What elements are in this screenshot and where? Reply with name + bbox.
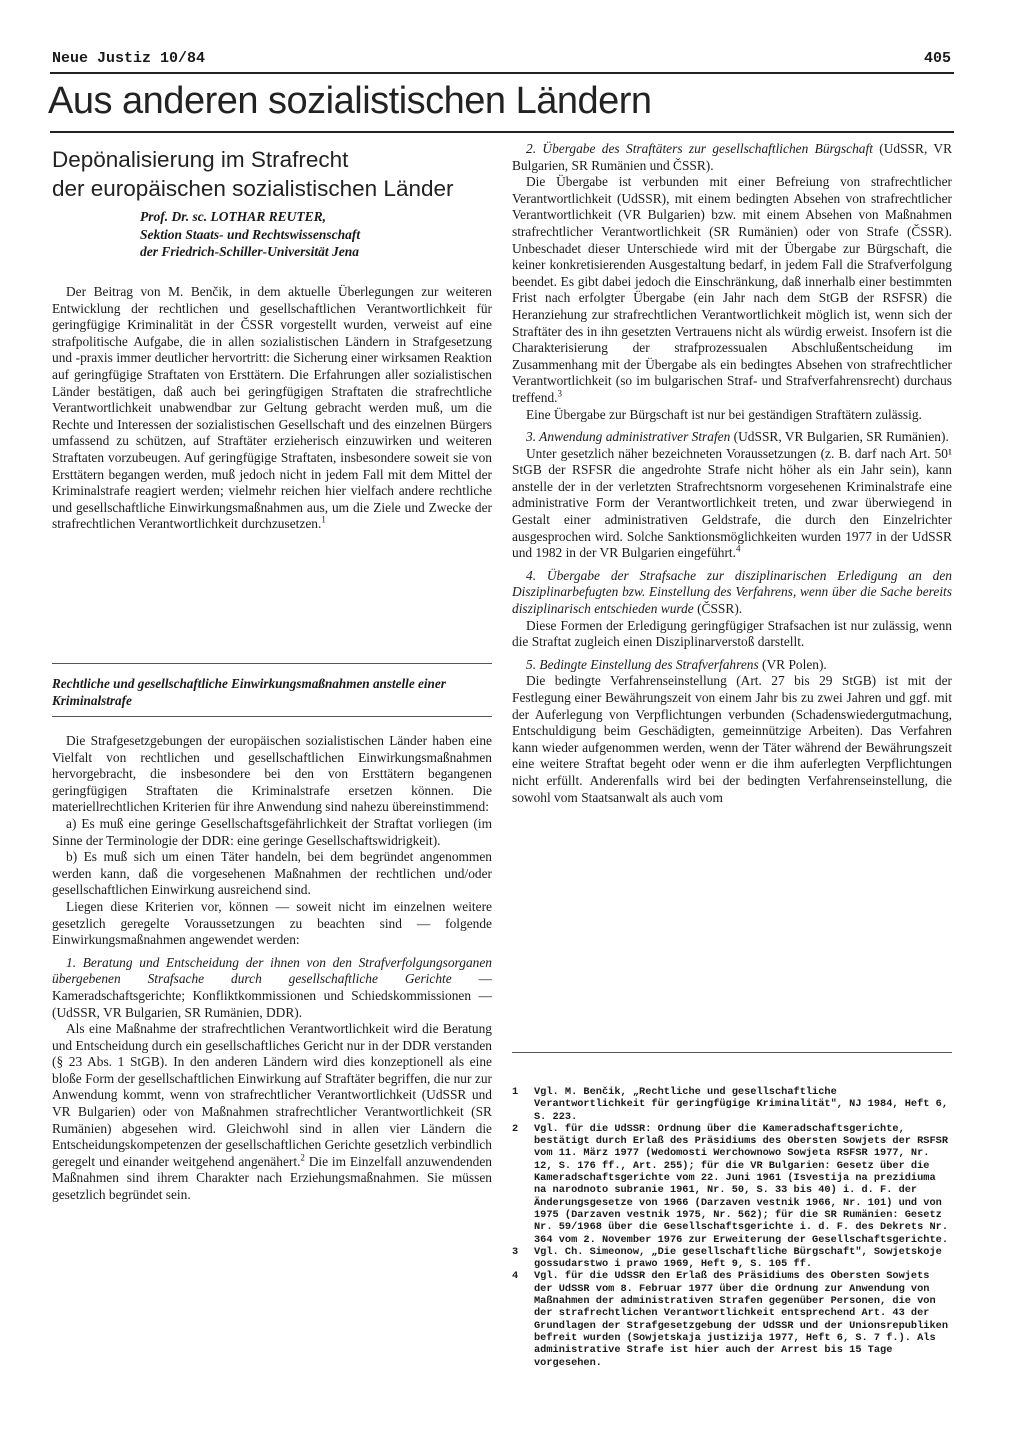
subheading-rule-top [52,663,492,664]
measure-5: 5. Bedingte Einstellung des Strafverfahrens (VR Polen). [526,656,827,672]
measure-2: 2. Übergabe des Straftäters zur gesellschaftlichen Bürgschaft (UdSSR, VR Bulgarien, SR Rumänien und ČSSR). [512,141,952,173]
footnote-ref-4: 4 [736,543,741,554]
section-rule [50,131,954,133]
subheading-rule-bottom [52,716,492,717]
footnote-ref-1: 1 [321,514,326,525]
measure-1: 1. Beratung und Entscheidung der ihnen von den Strafverfolgungsorganen übergebenen Strafsache durch gesellschaftliche Gerichte — Kameradschaftsgerichte; Konfliktkommissionen und Schiedskommissionen — (UdSSR, VR Bulgarien, SR Rumänien, DDR). [52,954,492,1020]
measure-4: 4. Übergabe der Strafsache zur disziplinarischen Erledigung an den Disziplinarbefugten bzw. Einstellung des Verfahrens, wenn über die Sache bereits disziplinarisch entschieden wurde (ČSSR). [512,567,952,617]
footnote: 2 Vgl. für die UdSSR: Ordnung über die Kameradschaftsgerichte, bestätigt durch Erlaß des Präsidiums des Obersten Sowjets der RSFSR vom 11. März 1977 (Wedomosti Werchownowo Sowjeta RSFSR 1977, Nr. 12, S. 176 ff., Art. 255); für die VR Bulgarien: Gesetz über die Kameradschaftsgerichte vom 22. Juni 1961 (Isvestija na prezidiuma na narodnoto subranie 1961, Nr. 50, S. 33 bis 40) i. d. F. der Änderungsgesetze von 1966 (Darzaven vestnik 1966, Nr. 101) und von 1975 (Darzaven vestnik 1975, Nr. 562); für die SR Rumänien: Gesetz Nr. 59/1968 über die Gesellschaftsgerichte i. d. F. des Dekrets Nr. 364 vom 2. November 1976 zur Erweiterung der Gesellschaftsgerichte. [512,1122,949,1246]
header-rule [50,72,954,74]
article-title-line1: Depönalisierung im Strafrecht [52,147,349,172]
journal-header: Neue Justiz 10/84 [52,50,206,67]
subheading: Rechtliche und gesellschaftliche Einwirkungsmaßnahmen anstelle einer Kriminalstrafe [52,676,446,708]
criterion-a: a) Es muß eine geringe Gesellschaftsgefährlichkeit der Straftat vorliegen (im Sinne der Terminologie der DDR: eine geringe Gesellschaftswidrigkeit). [52,815,492,848]
body-paragraph: Als eine Maßnahme der strafrechtlichen Verantwortlichkeit wird die Beratung und Entscheidung durch ein gesellschaftliches Gericht nur in der DDR verstanden (§ 23 Abs. 1 StGB). In den anderen Ländern wird dies konzeptionell als eine bloße Form der gesellschaftlichen Einwirkung auf Straftäter begriffen, die nur zur Anwendung kommt, wenn von strafrechtlicher Verantwortlichkeit (UdSSR und VR Bulgarien) oder von Maßnahmen strafrechtlicher Verantwortlichkeit (SR Rumänien) abgesehen wird. Gleichwohl sind in allen vier Ländern die Entscheidungskompetenzen der gesellschaftlichen Gerichte gesetzlich verbindlich geregelt und einander weitgehend angenähert.$^2$ Die im Einzelfall anzuwendenden Maßnahmen sind ihrem Charakter nach Erziehungsmaßnahmen. Sie müssen gesetzlich begründet sein. [52,1021,492,1203]
author-block [140,208,360,261]
article-title [52,145,454,203]
intro-paragraph: Der Beitrag von M. Benčik, in dem aktuelle Überlegungen zur weiteren Entwicklung der rechtlichen und gesellschaftlichen Verantwortlichkeit für geringfügige Kriminalität in der ČSSR vorgestellt wurden, verweist auf eine strafpolitische Aufgabe, die in allen sozialistischen Ländern in Strafgesetzung und -praxis immer deutlicher hervortritt: die Sicherung einer wirksamen Reaktion auf geringfügige Straftaten von Ersttätern. Die Erfahrungen aller sozialistischen Länder bestätigen, daß auch bei geringfügigen Straftaten die strafrechtliche Verantwortlichkeit unabwendbar zur Geltung gebracht werden muß, um die Rechte und Interessen der sozialistischen Gesellschaft und des einzelnen Bürgers umfassend zu schützen, auf Straftäter erzieherisch einzuwirken und weiteren Straftaten vorzubeugen. Auf geringfügige Straftaten, insbesondere soweit sie von Ersttätern begangen werden, muß jedoch nicht in jedem Fall mit dem Mittel der Kriminalstrafe reagiert werden; vielmehr reichen hier vielfach andere rechtliche und gesellschaftliche Einwirkungsmaßnahmen aus, um die Ziele und Zwecke der strafrechtlichen Verantwortlichkeit durchzusetzen.$^1$ [52,284,492,532]
footnote-ref-3: 3 [557,388,562,399]
body-paragraph: Unter gesetzlich näher bezeichneten Voraussetzungen (z. B. darf nach Art. 50¹ StGB der RSFSR die angedrohte Strafe nicht höher als ein Jahr sein), kann anstelle der in der verletzten Strafrechtsnorm vorgesehenen Kriminalstrafe eine administrative Form der Verantwortlichkeit treten, und zwar überwiegend in Gestalt einer administrativen Geldstrafe, die durch den Einzelrichter ausgesprochen wird. Solche Sanktionsmöglichkeiten wurden 1977 in der UdSSR und 1982 in der VR Bulgarien eingeführt.$^4$ [512,445,952,561]
body-paragraph: Die bedingte Verfahrenseinstellung (Art. 27 bis 29 StGB) ist mit der Festlegung einer Bewährungszeit von einem Jahr bis zu zwei Jahren und ggf. mit der Auferlegung von Verpflichtungen verbunden (Schadenswiedergutmachung, Entschuldigung beim Geschädigten, gemeinnützige Arbeiten). Das Verfahren kann wieder aufgenommen werden, wenn der Täter während der Bewährungszeit eine weitere Straftat begeht oder wenn er die ihm auferlegten Verpflichtungen nicht erfüllt. Anderenfalls wird bei der bedingten Verfahrenseinstellung, die sowohl vom Staatsanwalt als auch vom [512,673,952,805]
measure-3: 3. Anwendung administrativer Strafen (UdSSR, VR Bulgarien, SR Rumänien). [526,429,949,445]
author-department: Sektion Staats- und Rechtswissenschaft [140,226,361,242]
left-column-intro [52,284,492,533]
body-paragraph: Die Strafgesetzgebungen der europäischen sozialistischen Länder haben eine Vielfalt von rechtlichen und gesellschaftlichen Einwirkungsmaßnahmen hervorgebracht, die insbesondere bei den von Ersttätern begangenen geringfügigen Straftaten die Kriminalstrafe ersetzen können. Die materiellrechtlichen Kriterien für ihre Anwendung sind nahezu übereinstimmend: [52,733,492,815]
body-paragraph: Die Übergabe ist verbunden mit einer Befreiung von strafrechtlicher Verantwortlichkeit (UdSSR), mit einem bedingten Absehen von strafrechtlicher Verantwortlichkeit (VR Bulgarien) bzw. mit einem Absehen von Maßnahmen strafrechtlicher Verantwortlichkeit (SR Rumänien) oder von Strafe (ČSSR). Unbeschadet dieser Unterschiede wird mit der Übergabe zur Bürgschaft, die keiner konkretisierenden Ausgestaltung bedarf, in jedem Fall die Strafverfolgung beendet. Es gibt dabei jedoch die Einschränkung, daß innerhalb einer bestimmten Frist nach erfolgter Übergabe (ein Jahr nach dem StGB der RSFSR) die Heranziehung zur strafrechtlichen Verantwortlichkeit möglich ist, wenn sich der Straftäter des in ihn gesetzten Vertrauens nicht als würdig erweist. Insofern ist die Charakterisierung der strafprozessualen Abschlußentscheidung im Zusammenhang mit der Übergabe als ein bedingtes Absehen von strafrechtlicher Verantwortlichkeit (so im bulgarischen Straf- und Strafverfahrensrecht) durchaus treffend.$^3$ [512,174,952,405]
page-number: 405 [924,50,952,67]
criterion-b: b) Es muß sich um einen Täter handeln, bei dem begründet angenommen werden kann, daß die vorgesehenen Maßnahmen der rechtlichen und/oder gesellschaftlichen Einwirkung ausreichend sind. [52,849,492,898]
left-column-body [52,733,492,1204]
section-title: Aus anderen sozialistischen Ländern [48,80,652,122]
author-name: Prof. Dr. sc. LOTHAR REUTER, [140,209,327,224]
footnote-ref-2: 2 [300,1152,305,1163]
footnote: 4 Vgl. für die UdSSR den Erlaß des Präsidiums des Obersten Sowjets der UdSSR vom 8. Februar 1977 über die Ordnung zur Anwendung von Maßnahmen der administrativen Strafen gegenüber Personen, die von der strafrechtlichen Verantwortlichkeit entsprechend Art. 43 der Grundlagen der Strafgesetzgebung der UdSSR und der Unionsrepubliken befreit wurden (Sowjetskaja justizija 1977, Heft 6, S. 7 f.). Als administrative Strafe ist hier auch der Arrest bis 15 Tage vorgesehen. [512,1270,949,1369]
footnote: 3 Vgl. Ch. Simeonow, „Die gesellschaftliche Bürgschaft", Sowjetskoje gossudarstwo i prawo 1969, Heft 9, S. 105 ff. [512,1245,942,1271]
body-paragraph: Eine Übergabe zur Bürgschaft ist nur bei geständigen Straftätern zulässig. [526,406,922,422]
article-title-line2: der europäischen sozialistischen Länder [52,176,454,201]
right-column [512,141,952,806]
footnote-rule [512,1052,952,1053]
footnotes [512,1086,952,1369]
author-university: der Friedrich-Schiller-Universität Jena [140,244,359,259]
footnote: 1 Vgl. M. Benčik, „Rechtliche und gesellschaftliche Verantwortlichkeit für geringfügige Kriminalität", NJ 1984, Heft 6, S. 223. [512,1086,949,1123]
body-paragraph: Diese Formen der Erledigung geringfügiger Strafsachen ist nur zulässig, wenn die Straftat zugleich einen Disziplinarverstoß darstellt. [512,617,952,650]
body-paragraph: Liegen diese Kriterien vor, können — soweit nicht im einzelnen weitere gesetzlich geregelte Voraussetzungen zu beachten sind — folgende Einwirkungsmaßnahmen angewendet werden: [52,898,492,948]
